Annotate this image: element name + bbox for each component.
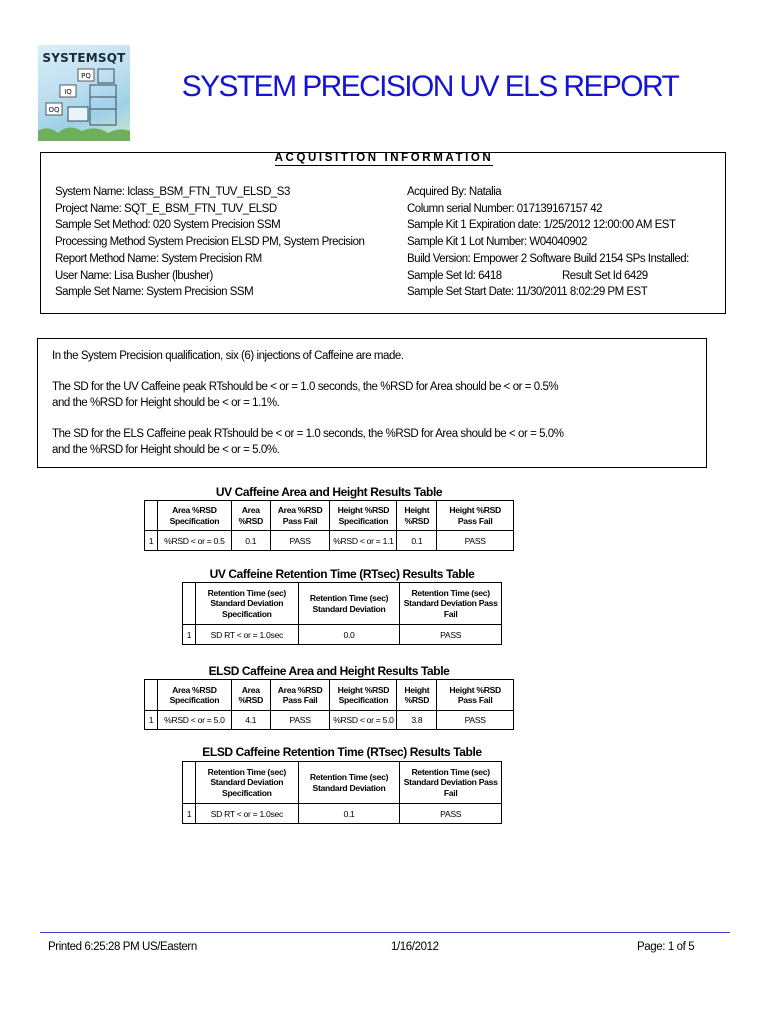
table-cell: PASS bbox=[400, 625, 502, 645]
elsd-area-height-table bbox=[144, 679, 514, 730]
set-ids-row bbox=[407, 268, 689, 285]
pq-tag: PQ bbox=[81, 72, 91, 80]
row-index-header bbox=[183, 583, 196, 625]
acquired-by: Acquired By: Natalia bbox=[407, 186, 502, 198]
user-name: User Name: Lisa Busher (lbusher) bbox=[55, 269, 213, 282]
elsd-rt-table-title: ELSD Caffeine Retention Time (RTsec) Results Table bbox=[202, 745, 482, 759]
table-cell: %RSD < or = 5.0 bbox=[157, 711, 231, 730]
column-serial-number: Column serial Number: 017139167157 42 bbox=[407, 202, 603, 215]
column-header: Height %RSD Specification bbox=[330, 680, 397, 711]
table-cell: 0.1 bbox=[231, 531, 270, 551]
uv-area-table-title: UV Caffeine Area and Height Results Table bbox=[215, 485, 443, 499]
elsd-area-table-title: ELSD Caffeine Area and Height Results Table bbox=[208, 664, 450, 678]
system-name: System Name: Iclass_BSM_FTN_TUV_ELSD_S3 bbox=[55, 186, 290, 198]
column-header: Height %RSD bbox=[397, 680, 437, 711]
uv-area-height-table bbox=[144, 500, 514, 551]
report-method-name: Report Method Name: System Precision RM bbox=[55, 252, 262, 265]
report-title: SYSTEM PRECISION UV ELS REPORT bbox=[181, 70, 679, 103]
column-header: Height %RSD Specification bbox=[330, 501, 397, 531]
column-header: Area %RSD Pass Fail bbox=[270, 680, 330, 711]
column-header: Area %RSD bbox=[231, 501, 270, 531]
table-cell: PASS bbox=[400, 804, 502, 824]
table-cell: PASS bbox=[270, 531, 330, 551]
build-version: Build Version: Empower 2 Software Build 2154 SPs Installed: bbox=[407, 252, 689, 265]
sample-set-name: Sample Set Name: System Precision SSM bbox=[55, 286, 254, 299]
table-cell: %RSD < or = 1.1 bbox=[330, 531, 397, 551]
logo-qualification-icon bbox=[38, 67, 130, 141]
qualification-description-box bbox=[37, 338, 707, 468]
systemsqt-logo bbox=[38, 45, 130, 141]
row-index-header bbox=[183, 762, 196, 804]
column-header: Retention Time (sec) Standard Deviation Specification bbox=[195, 762, 298, 804]
table-cell: PASS bbox=[437, 531, 514, 551]
table-row bbox=[183, 625, 502, 645]
description-intro: In the System Precision qualification, six (6) injections of Caffeine are made. bbox=[52, 350, 404, 362]
table-cell: %RSD < or = 0.5 bbox=[157, 531, 231, 551]
column-header: Area %RSD bbox=[231, 680, 270, 711]
footer-date: 1/16/2012 bbox=[391, 941, 439, 953]
oq-tag: OQ bbox=[48, 106, 60, 114]
column-header: Area %RSD Specification bbox=[157, 501, 231, 531]
column-header: Area %RSD Pass Fail bbox=[270, 501, 330, 531]
table-cell: PASS bbox=[270, 711, 330, 730]
table-cell: 1 bbox=[183, 625, 196, 645]
column-header: Retention Time (sec) Standard Deviation Pass Fail bbox=[400, 583, 502, 625]
processing-method: Processing Method System Precision ELSD PM, System Precision bbox=[55, 236, 365, 249]
table-cell: 4.1 bbox=[231, 711, 270, 730]
sample-set-method: Sample Set Method: 020 System Precision SSM bbox=[55, 219, 281, 232]
table-cell: 1 bbox=[145, 711, 158, 730]
column-header: Height %RSD Pass Fail bbox=[437, 501, 514, 531]
uv-retention-time-table bbox=[182, 582, 502, 645]
description-uv-criteria: The SD for the UV Caffeine peak RTshould be < or = 1.0 seconds, the %RSD for Area should be < or = 0.5% and the %RSD for Height should be < or = 1.1%. bbox=[52, 381, 559, 409]
table-cell: SD RT < or = 1.0sec bbox=[195, 804, 298, 824]
acquisition-left-column bbox=[55, 184, 364, 301]
column-header: Retention Time (sec) Standard Deviation Pass Fail bbox=[400, 762, 502, 804]
column-header: Height %RSD Pass Fail bbox=[437, 680, 514, 711]
uv-rt-table-title: UV Caffeine Retention Time (RTsec) Results Table bbox=[209, 567, 475, 581]
column-header: Area %RSD Specification bbox=[157, 680, 231, 711]
table-cell: 3.8 bbox=[397, 711, 437, 730]
footer-page-number: Page: 1 of 5 bbox=[637, 941, 695, 953]
row-index-header bbox=[145, 680, 158, 711]
table-cell: 0.1 bbox=[298, 804, 400, 824]
elsd-retention-time-table bbox=[182, 761, 502, 824]
table-row bbox=[145, 531, 514, 551]
result-set-id: Result Set Id 6429 bbox=[562, 269, 648, 282]
sample-kit-lot-number: Sample Kit 1 Lot Number: W04040902 bbox=[407, 236, 587, 249]
footer-divider bbox=[40, 932, 730, 933]
sample-kit-expiration: Sample Kit 1 Expiration date: 1/25/2012 12:00:00 AM EST bbox=[407, 219, 676, 232]
sample-set-start-date: Sample Set Start Date: 11/30/2011 8:02:29 PM EST bbox=[407, 286, 648, 299]
table-cell: PASS bbox=[437, 711, 514, 730]
table-cell: SD RT < or = 1.0sec bbox=[195, 625, 298, 645]
table-row bbox=[183, 804, 502, 824]
row-index-header bbox=[145, 501, 158, 531]
sample-set-id: Sample Set Id: 6418 bbox=[407, 269, 502, 282]
column-header: Retention Time (sec) Standard Deviation bbox=[298, 762, 400, 804]
acquisition-right-column bbox=[407, 184, 689, 301]
column-header: Retention Time (sec) Standard Deviation Specification bbox=[195, 583, 298, 625]
column-header: Retention Time (sec) Standard Deviation bbox=[298, 583, 400, 625]
project-name: Project Name: SQT_E_BSM_FTN_TUV_ELSD bbox=[55, 202, 277, 215]
column-header: Height %RSD bbox=[397, 501, 437, 531]
table-cell: 1 bbox=[183, 804, 196, 824]
table-cell: 1 bbox=[145, 531, 158, 551]
acquisition-info-title: ACQUISITION INFORMATION bbox=[274, 152, 494, 164]
table-cell: 0.1 bbox=[397, 531, 437, 551]
table-cell: %RSD < or = 5.0 bbox=[330, 711, 397, 730]
logo-brand-text: SYSTEMSQT bbox=[42, 51, 126, 65]
table-cell: 0.0 bbox=[298, 625, 400, 645]
footer-printed-time: Printed 6:25:28 PM US/Eastern bbox=[48, 941, 197, 953]
description-els-criteria: The SD for the ELS Caffeine peak RTshould be < or = 1.0 seconds, the %RSD for Area should be < or = 5.0% and the %RSD for Height should be < or = 5.0%. bbox=[52, 428, 564, 456]
iq-tag: IQ bbox=[64, 88, 72, 96]
table-row bbox=[145, 711, 514, 730]
